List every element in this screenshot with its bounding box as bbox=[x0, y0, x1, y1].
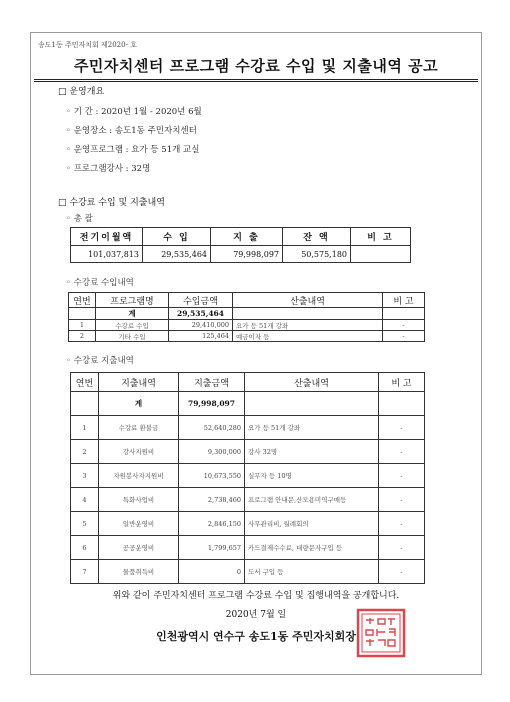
expense-name: 수강료 환불금 bbox=[99, 416, 179, 440]
table-row bbox=[71, 512, 425, 536]
income-label: ◦ 수강료 수입내역 bbox=[66, 278, 134, 288]
table-row bbox=[71, 536, 425, 560]
income-total-label: 계 bbox=[96, 308, 169, 320]
income-header-program: 프로그램명 bbox=[96, 293, 169, 308]
expense-no: 6 bbox=[71, 536, 99, 560]
table-row bbox=[71, 440, 425, 464]
expense-note: - bbox=[379, 536, 425, 560]
title-rule-2 bbox=[34, 81, 478, 82]
expense-header-note: 비 고 bbox=[379, 373, 425, 392]
income-header-no: 연번 bbox=[69, 293, 96, 308]
page-title: 주민자치센터 프로그램 수강료 수입 및 지출내역 공고 bbox=[73, 57, 439, 75]
expense-note: - bbox=[379, 488, 425, 512]
expense-label: ◦ 수강료 지출내역 bbox=[66, 356, 134, 366]
table-row bbox=[71, 416, 425, 440]
overview-period: ◦ 기 간 : 2020년 1월 - 2020년 6월 bbox=[66, 107, 202, 117]
summary-header-note: 비 고 bbox=[351, 228, 411, 246]
income-header-detail: 산출내역 bbox=[233, 293, 383, 308]
expense-name: 공공운영비 bbox=[99, 536, 179, 560]
expense-total: 79,998,097 bbox=[179, 392, 245, 416]
expense-no: 2 bbox=[71, 440, 99, 464]
summary-label: ◦ 총 괄 bbox=[66, 214, 93, 224]
income-name: 기타 수입 bbox=[96, 331, 169, 342]
document-number: 송도1동 주민자치회 제2020- 호 bbox=[38, 41, 137, 49]
expense-amount: 9,300,000 bbox=[179, 440, 245, 464]
expense-no: 4 bbox=[71, 488, 99, 512]
expense-amount: 0 bbox=[179, 560, 245, 584]
income-table bbox=[68, 292, 425, 342]
summary-table bbox=[70, 227, 411, 263]
expense-total-label: 계 bbox=[99, 392, 179, 416]
expense-table bbox=[70, 372, 425, 584]
summary-note bbox=[351, 246, 411, 263]
income-detail: 요가 등 51개 강좌 bbox=[233, 320, 383, 331]
table-row bbox=[69, 320, 425, 331]
title-rule bbox=[34, 79, 478, 80]
income-no: 2 bbox=[69, 331, 96, 342]
expense-note: - bbox=[379, 464, 425, 488]
expense-detail: 요가 등 51개 강좌 bbox=[245, 416, 379, 440]
expense-header-detail: 산출내역 bbox=[245, 373, 379, 392]
expense-detail: 실무자 등 10명 bbox=[245, 464, 379, 488]
expense-note: - bbox=[379, 512, 425, 536]
expense-amount: 10,673,550 bbox=[179, 464, 245, 488]
expense-no: 5 bbox=[71, 512, 99, 536]
income-amount: 125,464 bbox=[169, 331, 233, 342]
income-no: 1 bbox=[69, 320, 96, 331]
expense-header-amount: 지출금액 bbox=[179, 373, 245, 392]
expense-amount: 1,799,657 bbox=[179, 536, 245, 560]
income-detail: 예금이자 등 bbox=[233, 331, 383, 342]
income-total-row bbox=[69, 308, 425, 320]
expense-detail: 카드결제수수료, 대량문자구입 등 bbox=[245, 536, 379, 560]
expense-header-no: 연번 bbox=[71, 373, 99, 392]
table-row bbox=[71, 464, 425, 488]
expense-header-item: 지출내역 bbox=[99, 373, 179, 392]
overview-location: ◦ 운영장소 : 송도1동 주민자치센터 bbox=[66, 126, 197, 136]
overview-programs: ◦ 운영프로그램 : 요가 등 51개 교실 bbox=[66, 145, 200, 155]
overview-heading: □ 운영개요 bbox=[58, 87, 105, 97]
expense-name: 강사지원비 bbox=[99, 440, 179, 464]
finance-heading: □ 수강료 수입 및 지출내역 bbox=[58, 198, 165, 208]
expense-note: - bbox=[379, 416, 425, 440]
expense-amount: 2,846,150 bbox=[179, 512, 245, 536]
closing-statement: 위와 같이 주민자치센터 프로그램 수강료 수입 및 집행내역을 공개합니다. bbox=[112, 591, 400, 601]
expense-amount: 52,640,280 bbox=[179, 416, 245, 440]
expense-note: - bbox=[379, 560, 425, 584]
income-note: - bbox=[383, 320, 425, 331]
table-row bbox=[71, 488, 425, 512]
summary-header-carryover: 전기이월액 bbox=[71, 228, 143, 246]
expense-total-row bbox=[71, 392, 425, 416]
income-note: - bbox=[383, 331, 425, 342]
expense-name: 일반운영비 bbox=[99, 512, 179, 536]
official-seal-icon bbox=[356, 608, 406, 658]
income-header-note: 비 고 bbox=[383, 293, 425, 308]
expense-detail: 도서 구입 등 bbox=[245, 560, 379, 584]
expense-detail: 사무관리비, 월례회의 bbox=[245, 512, 379, 536]
expense-name: 물품취득비 bbox=[99, 560, 179, 584]
income-total: 29,535,464 bbox=[169, 308, 233, 320]
summary-income: 29,535,464 bbox=[143, 246, 211, 263]
summary-header-income: 수 입 bbox=[143, 228, 211, 246]
expense-no: 1 bbox=[71, 416, 99, 440]
table-row bbox=[71, 560, 425, 584]
expense-no: 7 bbox=[71, 560, 99, 584]
expense-detail: 프로그램 안내문,산모용미역구매등 bbox=[245, 488, 379, 512]
expense-name: 자원봉사자지원비 bbox=[99, 464, 179, 488]
summary-expense: 79,998,097 bbox=[211, 246, 283, 263]
table-row bbox=[69, 331, 425, 342]
summary-balance: 50,575,180 bbox=[283, 246, 351, 263]
summary-header-expense: 지 출 bbox=[211, 228, 283, 246]
income-header-amount: 수입금액 bbox=[169, 293, 233, 308]
signature-line: 인천광역시 연수구 송도1동 주민자치회장 bbox=[156, 630, 356, 643]
expense-note: - bbox=[379, 440, 425, 464]
expense-amount: 2,738,460 bbox=[179, 488, 245, 512]
summary-carryover: 101,037,813 bbox=[71, 246, 143, 263]
income-amount: 29,410,000 bbox=[169, 320, 233, 331]
expense-no: 3 bbox=[71, 464, 99, 488]
expense-name: 특화사업비 bbox=[99, 488, 179, 512]
summary-header-balance: 잔 액 bbox=[283, 228, 351, 246]
closing-date: 2020년 7월 일 bbox=[225, 610, 287, 620]
overview-instructors: ◦ 프로그램강사 : 32명 bbox=[66, 164, 151, 174]
income-name: 수강료 수입 bbox=[96, 320, 169, 331]
expense-detail: 강사 32명 bbox=[245, 440, 379, 464]
